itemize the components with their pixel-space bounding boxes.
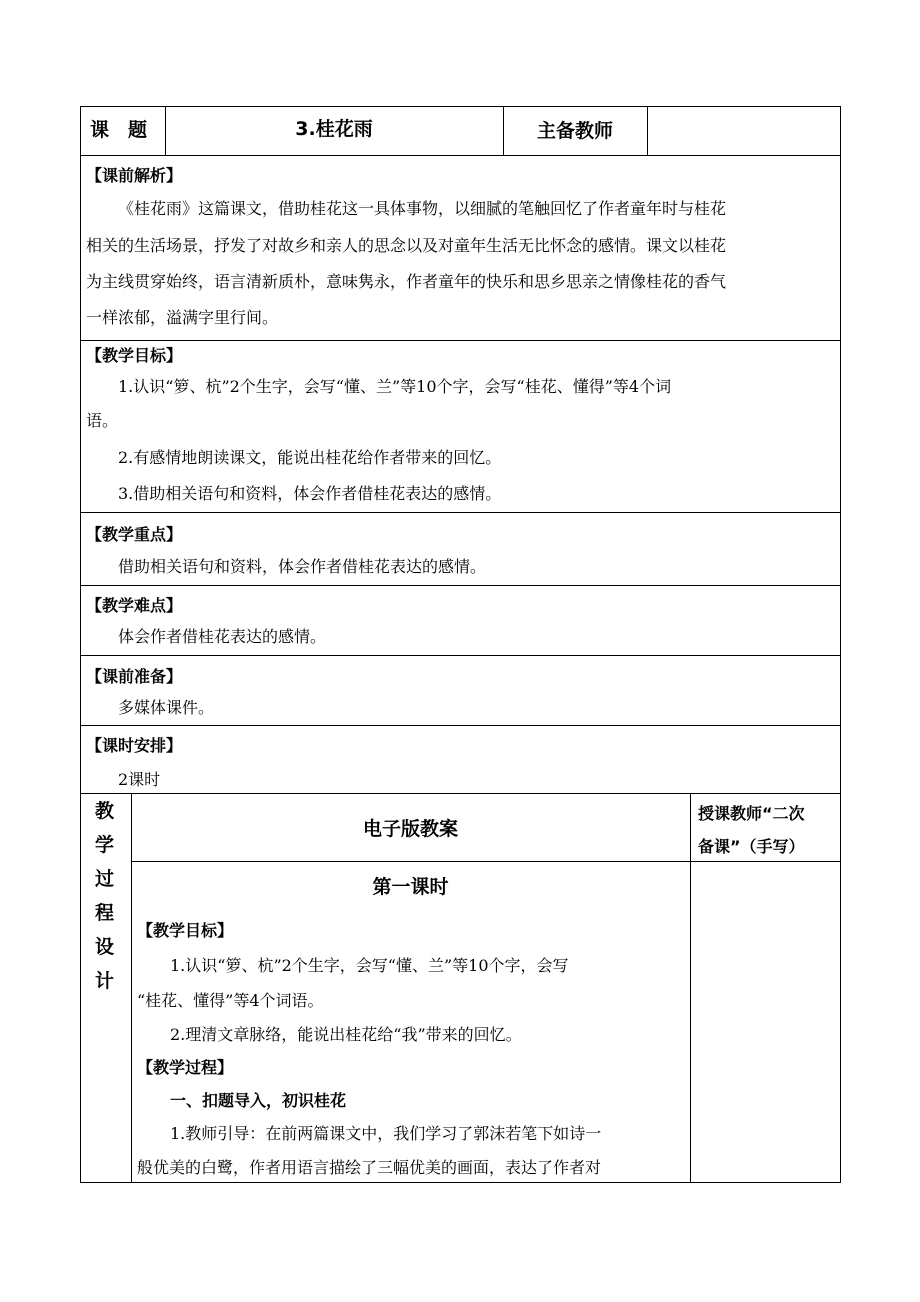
paragraph-line: 2课时 — [118, 770, 161, 789]
section-heading: 【教学过程】 — [137, 1058, 234, 1077]
paragraph-line: 一样浓郁，溢满字里行间。 — [86, 308, 279, 327]
section-heading: 【课前解析】 — [86, 166, 183, 185]
side-label-char: 教 — [95, 800, 115, 822]
paragraph-line: 般优美的白鹭，作者用语言描绘了三幅优美的画面，表达了作者对 — [137, 1158, 602, 1177]
row-divider — [131, 861, 841, 862]
col-divider — [131, 793, 132, 1182]
section-heading: 【教学目标】 — [137, 921, 234, 940]
paragraph-line: 1.教师引导：在前两篇课文中，我们学习了郭沫若笔下如诗一 — [170, 1124, 602, 1143]
table-border — [840, 106, 841, 1183]
section-heading: 【教学目标】 — [86, 346, 183, 365]
paragraph-line: 体会作者借桂花表达的感情。 — [118, 627, 327, 646]
section-heading: 【课时安排】 — [86, 736, 183, 755]
paragraph-line: 相关的生活场景，抒发了对故乡和亲人的思念以及对童年生活无比怀念的感情。课文以桂花 — [86, 236, 727, 255]
row-divider — [80, 155, 841, 156]
table-border — [80, 106, 841, 107]
paragraph-line: 1.认识“箩、杭”2个生字，会写“懂、兰”等10个字，会写“桂花、懂得”等4个词 — [118, 377, 672, 396]
step-heading: 一、扣题导入，初识桂花 — [170, 1091, 347, 1110]
paragraph-line: 语。 — [86, 411, 119, 430]
table-border — [80, 1182, 841, 1183]
section-heading: 【教学难点】 — [86, 596, 183, 615]
side-label-char: 学 — [95, 834, 115, 856]
paragraph-line: 为主线贯穿始终，语言清新质朴，意味隽永，作者童年的快乐和思乡思亲之情像桂花的香气 — [86, 272, 727, 291]
lesson-title: 3.桂花雨 — [295, 118, 373, 140]
paragraph-line: 2.理清文章脉络，能说出桂花给“我”带来的回忆。 — [170, 1025, 522, 1044]
paragraph-line: 1.认识“箩、杭”2个生字，会写“懂、兰”等10个字，会写 — [170, 956, 569, 975]
side-label-char: 过 — [95, 868, 115, 890]
section-heading: 【课前准备】 — [86, 667, 183, 686]
topic-label: 课 题 — [90, 119, 148, 141]
row-divider — [80, 725, 841, 726]
paragraph-line: 多媒体课件。 — [118, 698, 215, 717]
col-divider — [647, 106, 648, 155]
paragraph-line: 《桂花雨》这篇课文，借助桂花这一具体事物，以细腻的笔触回忆了作者童年时与桂花 — [118, 199, 727, 218]
paragraph-line: 借助相关语句和资料，体会作者借桂花表达的感情。 — [118, 557, 487, 576]
notes-column-header: 授课教师“二次 — [698, 804, 805, 823]
row-divider — [80, 655, 841, 656]
side-label-char: 设 — [95, 936, 115, 958]
row-divider — [80, 585, 841, 586]
side-label-char: 计 — [95, 970, 115, 992]
paragraph-line: “桂花、懂得”等4个词语。 — [137, 991, 324, 1010]
row-divider — [80, 340, 841, 341]
row-divider — [80, 793, 841, 794]
row-divider — [80, 512, 841, 513]
side-label-char: 程 — [95, 902, 115, 924]
section-heading: 【教学重点】 — [86, 525, 183, 544]
notes-column-header: 备课”（手写） — [698, 837, 805, 856]
paragraph-line: 3.借助相关语句和资料，体会作者借桂花表达的感情。 — [118, 484, 502, 503]
main-column-header: 电子版教案 — [362, 818, 458, 840]
col-divider — [690, 793, 691, 1182]
paragraph-line: 2.有感情地朗读课文，能说出桂花给作者带来的回忆。 — [118, 448, 502, 467]
teacher-label: 主备教师 — [536, 120, 613, 142]
table-border — [80, 106, 81, 1183]
period-title: 第一课时 — [372, 876, 449, 898]
